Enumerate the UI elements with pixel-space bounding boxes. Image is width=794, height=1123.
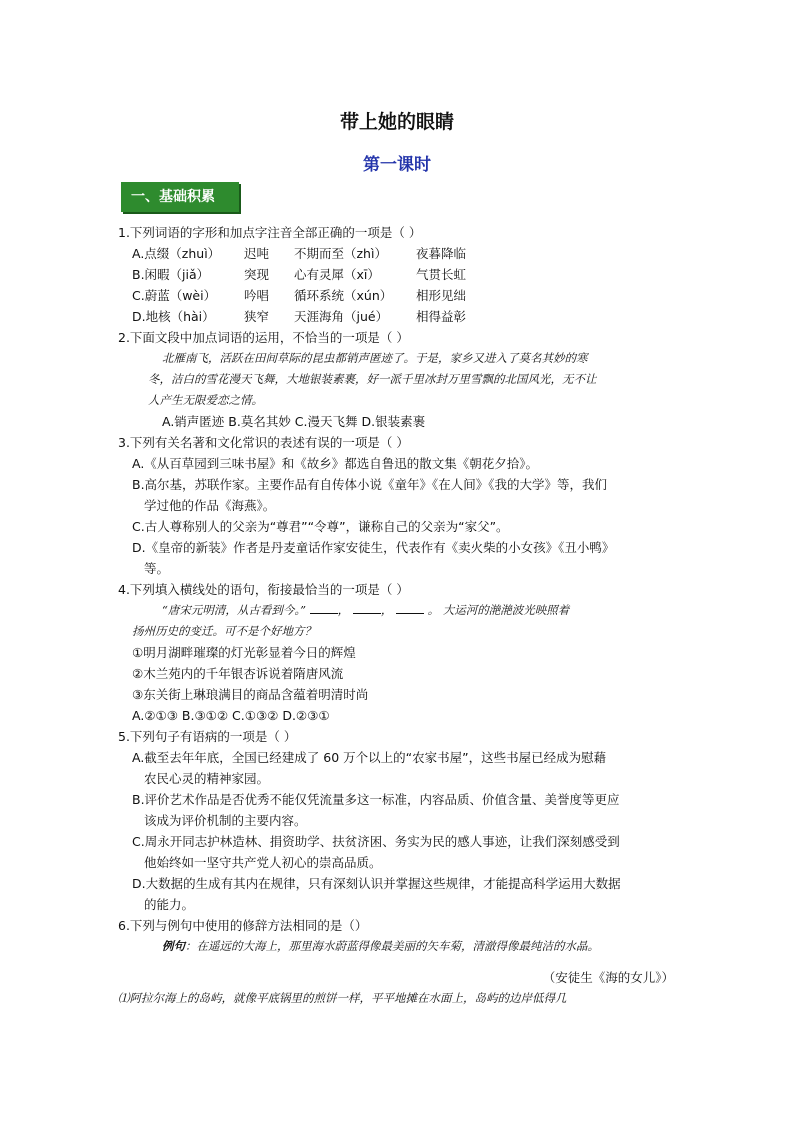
question-3-stem: 3.下列有关名著和文化常识的表述有误的一项是（ ）	[118, 435, 409, 450]
example-sentence: ：在遥远的大海上，那里海水蔚蓝得像最美丽的矢车菊，清澈得像最纯洁的水晶。	[185, 939, 599, 953]
option-cell: 迟吨	[244, 246, 270, 261]
option-cell: 相得益彰	[416, 309, 467, 324]
passage-line: 北雁南飞，活跃在田间草际的昆虫都销声匿迹了。于是，家乡又进入了莫名其妙的寒	[162, 351, 588, 365]
passage-line: 扬州历史的变迁。可不是个好地方？	[132, 624, 316, 638]
option-line: D.大数据的生成有其内在规律，只有深刻认识并掌握这些规律，才能提高科学运用大数据	[132, 876, 621, 891]
option-cell: 突现	[244, 267, 270, 282]
option-cell: 吟唱	[244, 288, 270, 303]
option-cell: 心有灵犀（xī）	[294, 267, 380, 282]
question-1-options	[118, 243, 678, 327]
option-cell: B.闲暇（jiǎ）	[132, 267, 210, 282]
question-5-stem: 5.下列句子有语病的一项是（ ）	[118, 729, 297, 744]
item-1: ①明月湖畔璀璨的灯光彰显着今日的辉煌	[132, 645, 356, 660]
option-line: D.《皇帝的新装》作者是丹麦童话作家安徒生，代表作有《卖火柴的小女孩》《丑小鸭》	[132, 540, 615, 555]
option-cell: D.地核（hài）	[132, 309, 215, 324]
option-row	[118, 285, 678, 306]
option-cell: 循环系统（xún）	[294, 288, 393, 303]
option-line: C.古人尊称别人的父亲为“尊君”“令尊”，谦称自己的父亲为“家父”。	[132, 519, 509, 534]
question-content	[118, 222, 678, 1009]
question-3-options	[118, 453, 678, 579]
question-6-stem: 6.下列与例句中使用的修辞方法相同的是（）	[118, 918, 368, 933]
option-line: B.评价艺术作品是否优秀不能仅凭流量多这一标准，内容品质、价值含量、美誉度等更应	[132, 792, 620, 807]
section-heading: 一、基础积累	[121, 182, 239, 212]
option-line: C.周永开同志护林造林、捐资助学、扶贫济困、务实为民的感人事迹，让我们深刻感受到	[132, 834, 620, 849]
option-cell: 天涯海角（jué）	[294, 309, 389, 324]
blank-1	[310, 601, 338, 614]
passage-quote: “唐宋元明清，从古看到今。”	[162, 603, 307, 617]
passage-text: 大运河的滟滟波光映照着	[442, 603, 570, 617]
passage-line: 冬，洁白的雪花漫天飞舞，大地银装素裹，好一派千里冰封万里雪飘的北国风光，无不让	[148, 372, 597, 386]
question-5-options	[118, 747, 678, 915]
option-cell: 气贯长虹	[416, 267, 467, 282]
page-title: 带上她的眼睛	[339, 111, 454, 133]
question-4-stem: 4.下列填入横线处的语句，衔接最恰当的一项是（ ）	[118, 582, 409, 597]
option-row	[118, 306, 678, 327]
question-6-item-1: ⑴阿拉尔海上的岛屿，就像平底锅里的煎饼一样，平平地摊在水面上，岛屿的边岸低得几	[118, 991, 567, 1005]
option-continuation: 该成为评价机制的主要内容。	[144, 813, 307, 828]
option-row	[118, 264, 678, 285]
question-2-passage	[118, 348, 678, 411]
option-continuation: 等。	[144, 561, 170, 576]
option-cell: 夜暮降临	[416, 246, 467, 261]
option-cell: 相形见绌	[416, 288, 467, 303]
question-2-stem: 2.下面文段中加点词语的运用，不恰当的一项是（ ）	[118, 330, 409, 345]
option-cell: 不期而至（zhì）	[294, 246, 387, 261]
option-continuation: 学过他的作品《海燕》。	[144, 498, 276, 513]
option-continuation: 他始终如一坚守共产党人初心的崇高品质。	[144, 855, 382, 870]
item-2: ②木兰苑内的千年银杏诉说着隋唐风流	[132, 666, 344, 681]
passage-line: 人产生无限爱恋之情。	[148, 393, 263, 407]
question-1-stem: 1.下列词语的字形和加点字注音全部正确的一项是（ ）	[118, 225, 422, 240]
question-4-options: A.②①③ B.③①② C.①③② D.②③①	[132, 708, 330, 723]
item-3: ③东关街上琳琅满目的商品含蕴着明清时尚	[132, 687, 369, 702]
blank-2	[353, 601, 381, 614]
option-continuation: 的能力。	[144, 897, 195, 912]
question-2-options: A.销声匿迹 B.莫名其妙 C.漫天飞舞 D.银装素裹	[162, 414, 426, 429]
option-line: A.《从百草园到三味书屋》和《故乡》都选自鲁迅的散文集《朝花夕拾》。	[132, 456, 539, 471]
option-cell: A.点缀（zhuì）	[132, 246, 221, 261]
question-4-passage: “唐宋元明清，从古看到今。” ， ， 。 大运河的滟滟波光映照着 扬州历史的变迁。可不是个好地方？	[118, 600, 678, 642]
option-line: B.高尔基，苏联作家。主要作品有自传体小说《童年》《在人间》《我的大学》等，我们	[132, 477, 608, 492]
example-label: 例句	[162, 939, 185, 953]
option-continuation: 农民心灵的精神家园。	[144, 771, 270, 786]
option-cell: C.蔚蓝（wèi）	[132, 288, 217, 303]
page-subtitle: 第一课时	[363, 155, 431, 175]
blank-3	[396, 601, 424, 614]
option-line: A.截至去年年底，全国已经建成了 60 万个以上的“农家书屋”，这些书屋已经成为慰藉	[132, 750, 607, 765]
option-row	[118, 243, 678, 264]
example-source: （安徒生《海的女儿》）	[542, 970, 674, 985]
option-cell: 狭窄	[244, 309, 270, 324]
